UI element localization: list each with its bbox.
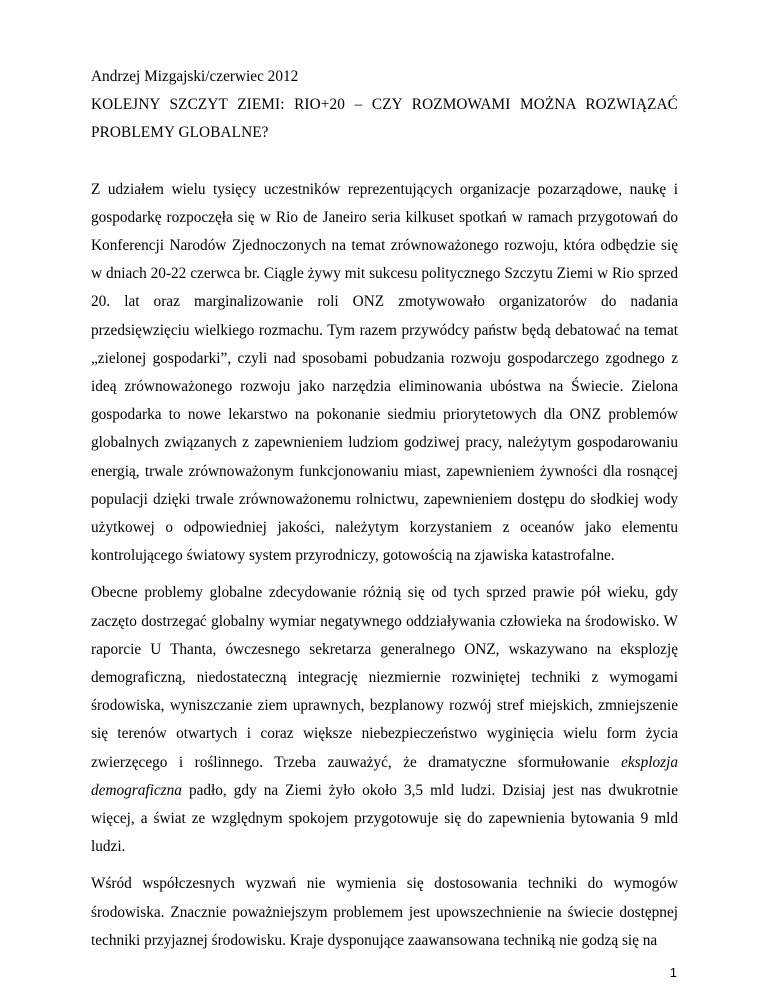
document-page: [91, 63, 678, 955]
author-line: Andrzej Mizgajski/czerwiec 2012: [91, 68, 299, 85]
page-number: 1: [669, 965, 677, 980]
paragraph-1: Z udziałem wielu tysięcy uczestników reprezentujących organizacje pozarządowe, naukę i gospodarkę rozpoczęła się w Rio de Janeiro seria kilkuset spotkań w ramach przygotowań do Konferencji Narodów Zjednoczonych na temat zrównoważonego rozwoju, która odbędzie się w dniach 20-22 czerwca br. Ciągle żywy mit sukcesu politycznego Szczytu Ziemi w Rio sprzed 20. lat oraz marginalizowanie roli ONZ zmotywowało organizatorów do nadania przedsięwzięciu wielkiego rozmachu. Tym razem przywódcy państw będą debatować na temat „zielonej gospodarki”, czyli nad sposobami pobudzania rozwoju gospodarczego zgodnego z ideą zrównoważonego rozwoju jako narzędzia eliminowania ubóstwa na Świecie. Zielona gospodarka to nowe lekarstwo na pokonanie siedmiu priorytetowych dla ONZ problemów globalnych związanych z zapewnieniem ludziom godziwej pracy, należytym gospodarowaniu energią, trwale zrównoważonym funkcjonowaniu miast, zapewnieniem żywności dla rosnącej populacji dzięki trwale zrównoważonemu rolnictwu, zapewnieniem dostępu do słodkiej wody użytkowej o odpowiedniej jakości, należytym korzystaniem z oceanów jako elementu kontrolującego światowy system przyrodniczy, gotowością na zjawiska katastrofalne.: [91, 180, 678, 565]
paragraph-2-emphasis: eksplozja demograficzna: [91, 753, 678, 799]
paragraph-2: [91, 579, 678, 861]
paragraph-2-text-end: padło, gdy na Ziemi żyło około 3,5 mld ludzi. Dzisiaj jest nas dwukrotnie więcej, a świat ze względnym spokojem przygotowuje się do zapewnienia bytowania 9 mld ludzi.: [91, 781, 678, 856]
document-title: KOLEJNY SZCZYT ZIEMI: RIO+20 – CZY ROZMOWAMI MOŻNA ROZWIĄZAĆ PROBLEMY GLOBALNE?: [91, 96, 678, 142]
paragraph-2-text-start: Obecne problemy globalne zdecydowanie różnią się od tych sprzed prawie pół wieku, gdy zaczęto dostrzegać globalny wymiar negatywnego oddziaływania człowieka na środowisko. W raporcie U Thanta, ówczesnego sekretarza generalnego ONZ, wskazywano na eksplozję demograficzną, niedostateczną integrację niezmiernie rozwiniętej techniki z wymogami środowiska, wyniszczanie ziem uprawnych, bezplanowy rozwój stref miejskich, zmniejszenie się terenów otwartych i coraz większe niebezpieczeństwo wyginięcia wielu form życia zwierzęcego i roślinnego. Trzeba zauważyć, że dramatyczne sformułowanie: [91, 584, 678, 771]
paragraph-3: Wśród współczesnych wyzwań nie wymienia się dostosowania techniki do wymogów środowiska. Znacznie poważniejszym problemem jest upowszechnienie na świecie dostępnej techniki przyjaznej środowisku. Kraje dysponujące zaawansowana techniką nie godzą się na: [91, 875, 678, 949]
